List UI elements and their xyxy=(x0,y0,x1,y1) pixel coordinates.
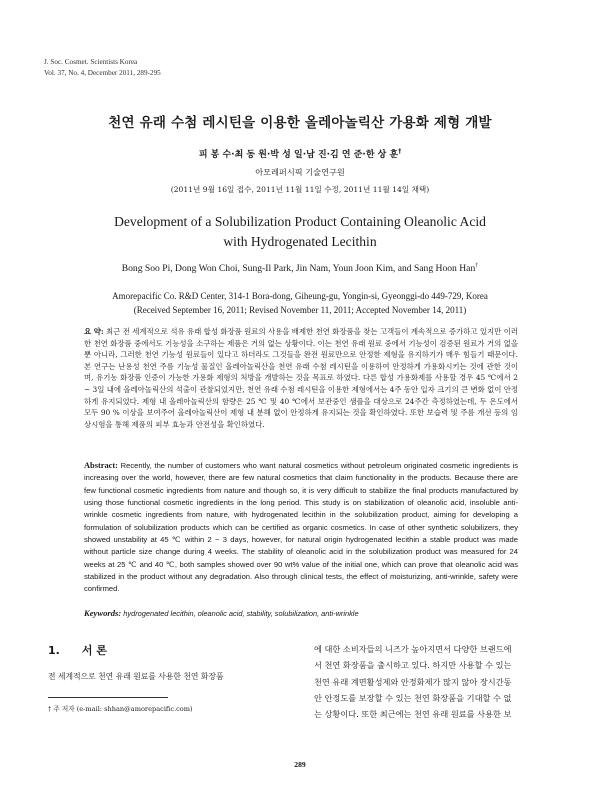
footnote-divider xyxy=(48,697,168,698)
keywords xyxy=(84,608,518,618)
left-column-paragraph: 전 세계적으로 천연 유래 원료를 사용한 천연 화장품 xyxy=(48,672,224,681)
corresponding-mark-en: † xyxy=(475,263,479,269)
english-authors xyxy=(0,263,600,274)
right-column-line: 안 안정도를 보장할 수 있는 천연 화장품을 기대할 수 없 xyxy=(314,692,512,703)
section-heading xyxy=(48,642,107,658)
section-title: 서 론 xyxy=(81,644,107,657)
right-column-line: 는 상황이다. 또한 최근에는 천연 유래 원료를 사용한 보 xyxy=(314,709,512,720)
korean-abstract-label: 요 약: xyxy=(84,327,104,336)
right-column-line: 에 대한 소비자들의 니즈가 높아지면서 다양한 브랜드에 xyxy=(314,644,512,654)
english-dates: (Received September 16, 2011; Revised November 11, 2011; Accepted November 14, 2011) xyxy=(133,305,467,315)
korean-abstract-text: 최근 전 세계적으로 석유 유래 합성 화장품 원료의 사용을 배제한 천연 화장품을 찾는 고객들이 계속적으로 증가하고 있지만 이러한 천연 화장품 중에서도 기능성을 소구하는 제품은 거의 없는 상황이다. 이는 천연 유래 원료 중에서 기능성이 검증된 원료가 거의 없을 뿐 아니라, 그러한 천연 기능성 원료들이 있다고 하더라도 그것들을 완전 원료만으로 안정한 제형을 유지하기가 매우 힘들기 때문이다. 본 연구는 난용성 천연 주름 기능성 물질인 올레아놀릭산을 천연 유래 수첨 레시틴을 이용하여 안정하게 가용화시키는 것에 관한 것이며, 유기농 화장품 인증이 가능한 가용화 제형의 처방을 개발하는 것을 목표로 하였다. 다른 합성 가용화제를 사용할 경우 45 ℃에서 2 ~ 3일 내에 올레아놀릭산의 석출이 관찰되었지만, 천연 유래 수첨 레시틴을 이용한 제형에서는 4주 동안 입자 크기의 큰 변화 없이 안정하게 유지되었다. 제형 내 올레아놀릭산의 함량은 25 ℃ 및 40 ℃에서 보관중인 샘플을 대상으로 24주간 측정하였는데, 두 온도에서 모두 90 % 이상을 보여주어 올레아놀릭산이 제형 내 분해 없이 안정하게 유지되는 것을 확인하였다. 또한 보습력 및 주름 개선 등의 임상시험을 통해 제품의 피부 효능과 안전성을 확인하였다. xyxy=(84,327,518,429)
korean-dates: (2011년 9월 16일 접수, 2011년 11월 11일 수정, 2011년 11월 14일 채택) xyxy=(170,185,430,194)
korean-title: 천연 유래 수첨 레시틴을 이용한 올레아놀릭산 가용화 제형 개발 xyxy=(108,115,492,131)
korean-abstract xyxy=(84,326,518,430)
section-number: 1. xyxy=(48,644,60,657)
english-title-line1: Development of a Solubilization Product Containing Oleanolic Acid xyxy=(114,214,486,229)
right-column-line: 서 천연 화장품을 출시하고 있다. 하지만 사용할 수 있는 xyxy=(314,660,512,671)
footnote: † 주 저자 (e-mail: shhan@amorepacific.com) xyxy=(48,705,193,713)
english-abstract-label: Abstract: xyxy=(84,461,118,470)
corresponding-mark: † xyxy=(398,148,402,155)
english-author-names: Bong Soo Pi, Dong Won Choi, Sung-Il Park, Jin Nam, Youn Joon Kim, and Sang Hoon Han xyxy=(121,263,476,275)
journal-name: J. Soc. Cosmet. Scientists Korea xyxy=(44,58,138,66)
keywords-text: hydrogenated lecithin, oleanolic acid, stability, solubilization, anti-wrinkle xyxy=(121,609,359,618)
keywords-label: Keywords: xyxy=(84,608,122,618)
page-number: 289 xyxy=(294,760,306,769)
korean-author-names: 피 봉 수·최 동 원·박 성 일·남 진·김 연 준·한 상 훈 xyxy=(198,150,399,160)
journal-volume: Vol. 37, No. 4, December 2011, 289-295 xyxy=(44,69,161,77)
english-title-line2: with Hydrogenated Lecithin xyxy=(223,234,377,249)
right-column-paragraph xyxy=(314,641,556,722)
journal-header xyxy=(44,57,161,79)
english-abstract-text: Recently, the number of customers who want natural cosmetics without petroleum originated cosmetic ingredients is increasing over the world, however, there are few natural cosmetics that claim functionality in the products. Because there are few functional cosmetic ingredients from nature and though so, it is very difficult to stabilize the final products manufactured by using those functional cosmetic ingredients in the long period. This study is on stabilization of oleanolic acid, insoluble anti-wrinkle cosmetic ingredients from nature, with hydrogenated lecithin in the solubilization product, aiming for developing a formulation of solubilization products which can be certified as organic cosmetics. In case of other synthetic solubilizers, they showed unstability at 45 ℃ within 2 ~ 3 days, however, for natural origin hydrogenated lecithin a stable product was made without particle size change during 4 weeks. The stability of oleanolic acid in the solubilization product was measured for 24 weeks at 25 ℃ and 40 ℃, both samples showed over 90 wt% value of the initial one, which can prove that oleanolic acid was stabilized in the product without any degradation. Also through clinical tests, the effect of moisturizing, anti-wrinkle, safety were confirmed. xyxy=(84,461,518,594)
english-abstract xyxy=(84,460,518,596)
right-column-line: 천연 유래 계면활성제와 안정화제가 많지 않아 장시간동 xyxy=(314,676,512,687)
korean-authors xyxy=(0,147,600,160)
english-title xyxy=(0,212,600,252)
english-affiliation: Amorepacific Co. R&D Center, 314-1 Bora-dong, Giheung-gu, Yongin-si, Gyeonggi-do 449-729, Korea xyxy=(112,291,488,301)
korean-affiliation: 아모레퍼시픽 기술연구원 xyxy=(255,167,345,177)
